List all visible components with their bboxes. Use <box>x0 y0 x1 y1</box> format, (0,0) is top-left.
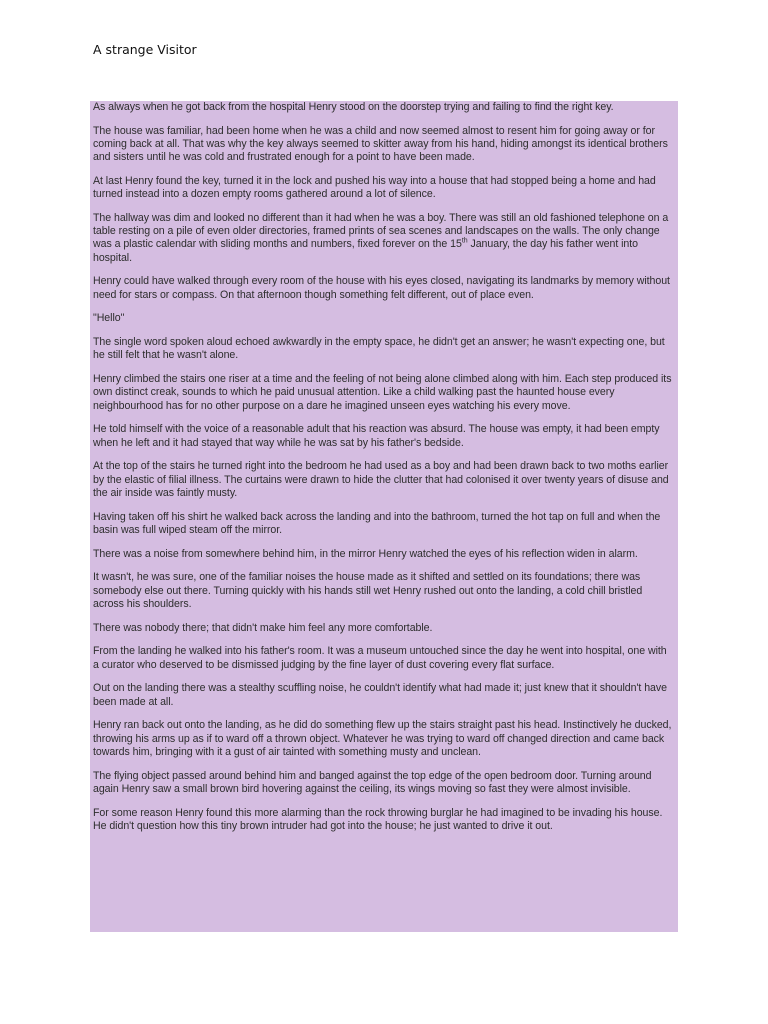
story-paragraph: For some reason Henry found this more alarming than the rock throwing burglar he had imagined to be invading his house. He didn't question how this tiny brown intruder had got into the house; he just wanted to drive it out. <box>93 806 663 832</box>
ordinal-suffix: th <box>461 237 468 245</box>
story-paragraph: There was a noise from somewhere behind him, in the mirror Henry watched the eyes of his reflection widen in alarm. <box>93 547 638 560</box>
story-paragraph: There was nobody there; that didn't make him feel any more comfortable. <box>93 621 433 634</box>
story-paragraph <box>93 212 672 265</box>
story-paragraph: At the top of the stairs he turned right into the bedroom he had used as a boy and had been drawn back to two moths earlier by the elastic of filial illness. The curtains were drawn to hide the clutter that had colonised it over twenty years of disuse and the air inside was faintly musty. <box>93 460 669 499</box>
story-paragraph: Having taken off his shirt he walked back across the landing and into the bathroom, turned the hot tap on full and when the basin was full wiped steam off the mirror. <box>93 510 661 536</box>
story-text-block <box>90 101 678 932</box>
story-paragraph: As always when he got back from the hospital Henry stood on the doorstep trying and failing to find the right key. <box>93 101 614 113</box>
paragraph-text: January, the day his father went into hospital. <box>93 238 639 264</box>
story-paragraph: The house was familiar, had been home when he was a child and now seemed almost to resent him for going away or for coming back at all. That was why the key always seemed to skitter away from his hand, hiding amongst its identical brothers and sisters until he was cold and frustrated enough for a point to have been made. <box>93 124 668 164</box>
story-paragraph: Henry ran back out onto the landing, as he did do something flew up the stairs straight past his head. Instinctively he ducked, throwing his arms up as if to ward off a thrown object. Whatever he was trying to ward off changed direction and came back towards him, bringing with it a gust of air tainted with something musty and unclean. <box>93 719 672 758</box>
document-title: A strange Visitor <box>93 42 197 57</box>
story-paragraph: He told himself with the voice of a reasonable adult that his reaction was absurd. The house was empty, it had been empty when he left and it had stayed that way while he was sat by his father's bedside. <box>93 423 660 449</box>
story-paragraph: Out on the landing there was a stealthy scuffling noise, he couldn't identify what had made it; just knew that it shouldn't have been made at all. <box>93 682 667 708</box>
story-paragraph: The flying object passed around behind him and banged against the top edge of the open bedroom door. Turning around again Henry saw a small brown bird hovering against the ceiling, its wings moving so fast they were almost invisible. <box>93 769 652 795</box>
story-paragraph: It wasn't, he was sure, one of the familiar noises the house made as it shifted and settled on its foundations; there was somebody else out there. Turning quickly with his hands still wet Henry rushed out onto the landing, a cold chill bristled across his shoulders. <box>93 571 643 610</box>
story-paragraph: "Hello" <box>93 312 125 325</box>
story-paragraph: The single word spoken aloud echoed awkwardly in the empty space, he didn't get an answer; he wasn't expecting one, but he still felt that he wasn't alone. <box>93 336 665 362</box>
story-paragraph: At last Henry found the key, turned it in the lock and pushed his way into a house that had stopped being a home and had turned instead into a dozen empty rooms gathered around a lot of silence. <box>93 175 656 201</box>
story-paragraph: Henry climbed the stairs one riser at a time and the feeling of not being alone climbed along with him. Each step produced its own distinct creak, sounds to which he paid unusual attention. Like a child walking past the haunted house every neighbourhood has for no other purpose on a dare he imagined unseen eyes watching his every move. <box>93 373 672 412</box>
paragraph-text: The hallway was dim and looked no different than it had when he was a boy. There was still an old fashioned telephone on a table resting on a pile of even older directories, framed prints of sea scenes and landscapes on the walls. The only change was a plastic calendar with sliding months and numbers, fixed forever on the 15 <box>93 212 669 251</box>
story-paragraph: Henry could have walked through every room of the house with his eyes closed, navigating its landmarks by memory without need for stars or compass. On that afternoon though something felt different, out of place even. <box>93 275 670 301</box>
story-paragraph: From the landing he walked into his father's room. It was a museum untouched since the day he went into hospital, one with a curator who deserved to be dismissed judging by the fine layer of dust covering every flat surface. <box>93 645 667 671</box>
